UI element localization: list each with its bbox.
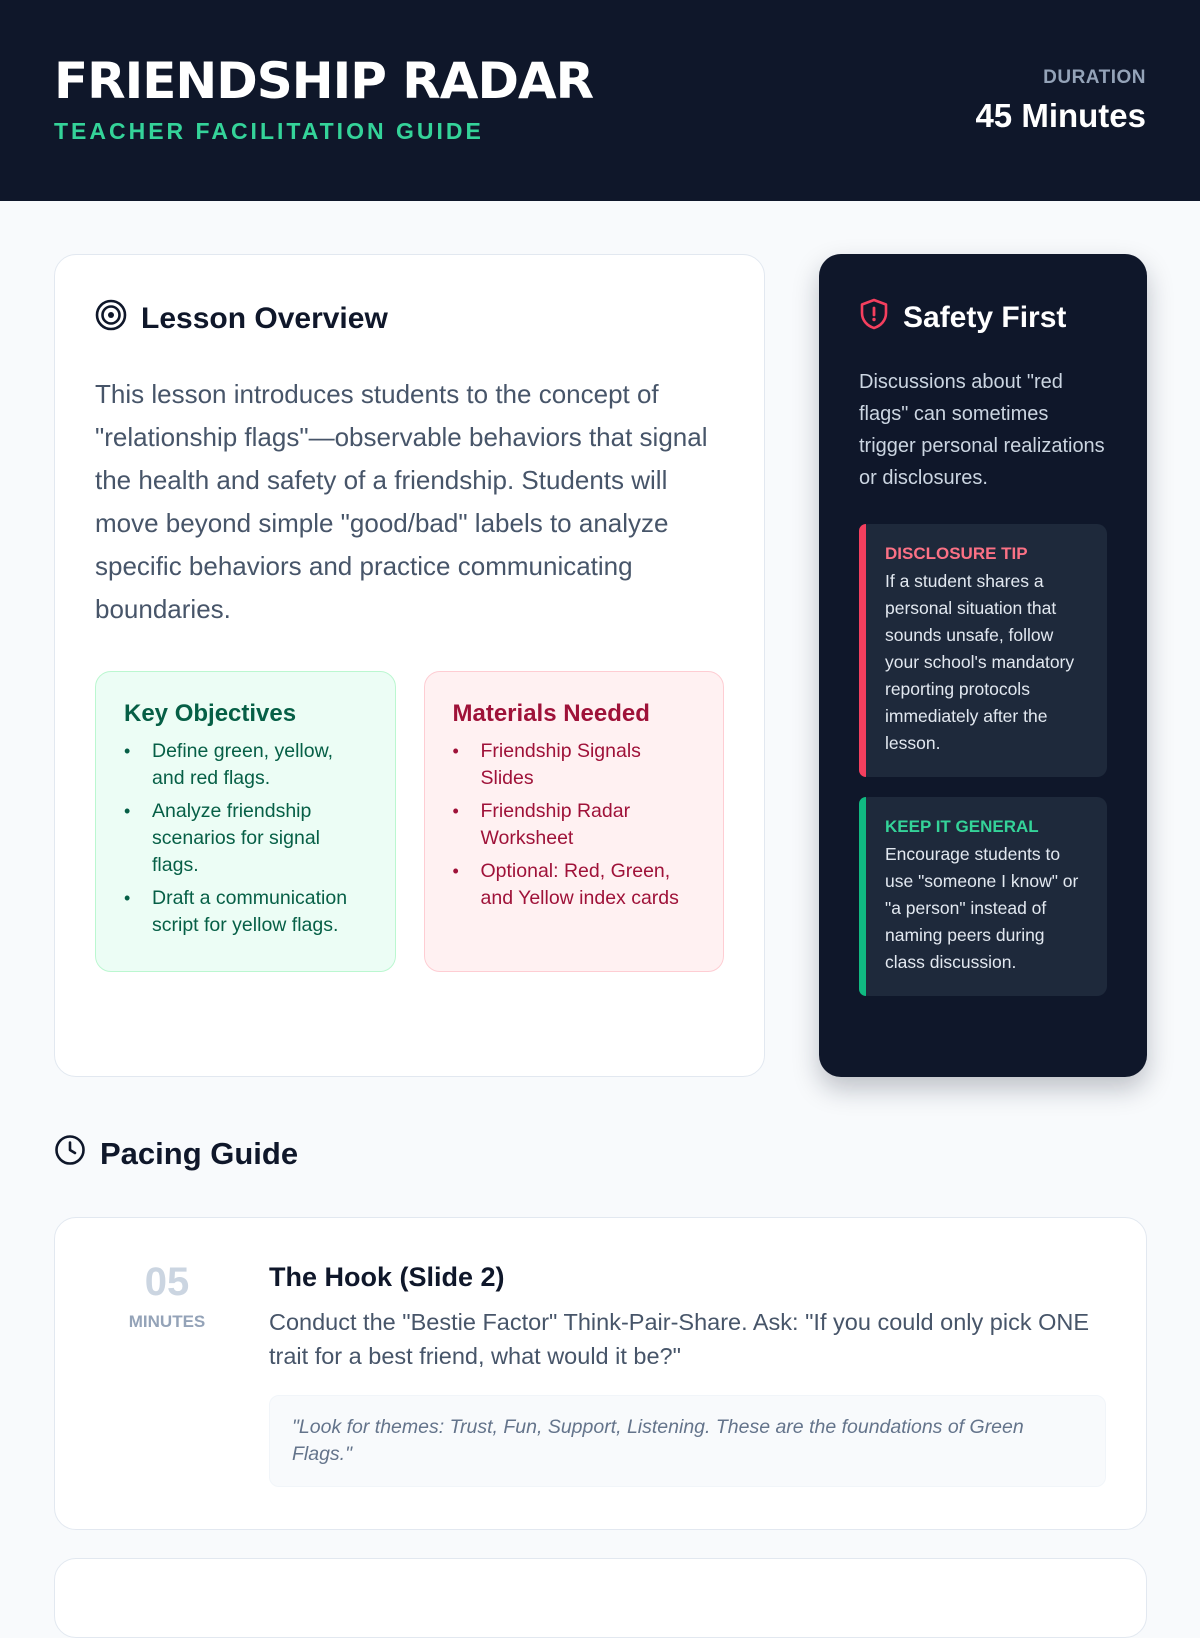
lesson-overview-heading bbox=[95, 299, 724, 339]
pacing-step-unit: MINUTES bbox=[128, 1312, 206, 1331]
target-icon bbox=[95, 299, 127, 339]
pacing-guide-title: Pacing Guide bbox=[100, 1136, 299, 1171]
safety-first-heading bbox=[859, 298, 1107, 338]
shield-alert-icon bbox=[859, 298, 889, 338]
lesson-overview-text: This lesson introduces students to the concept of "relationship flags"—observable behaviors that signal the health and safety of a friendship. Students will move beyond simple "good/bad" labels to analyze specific behaviors and practice communicating boundaries. bbox=[95, 379, 708, 624]
lesson-overview-title: Lesson Overview bbox=[141, 302, 388, 335]
safety-first-title: Safety First bbox=[903, 301, 1067, 334]
list-item: • Analyze friendship scenarios for signal flags. bbox=[124, 798, 369, 879]
key-objectives-box bbox=[95, 671, 396, 972]
pacing-step-body bbox=[269, 1262, 1106, 1487]
title-block bbox=[54, 52, 594, 145]
page-header bbox=[0, 0, 1200, 201]
pacing-guide-heading bbox=[54, 1134, 298, 1174]
clock-icon bbox=[54, 1134, 86, 1174]
materials-needed-title: Materials Needed bbox=[452, 700, 650, 727]
duration-block bbox=[975, 67, 1146, 135]
pacing-step-minutes: 05 bbox=[144, 1260, 190, 1304]
pacing-step-title: The Hook (Slide 2) bbox=[269, 1262, 505, 1292]
list-item: • Friendship Signals Slides bbox=[453, 738, 698, 792]
keep-it-general-text: Encourage students to use "someone I know" or "a person" instead of naming peers during class discussion. bbox=[885, 844, 1079, 972]
pacing-step-card bbox=[54, 1217, 1147, 1530]
list-item: • Optional: Red, Green, and Yellow index cards bbox=[453, 858, 698, 912]
list-item: • Draft a communication script for yellow flags. bbox=[124, 885, 369, 939]
pacing-step-card-partial bbox=[54, 1558, 1147, 1638]
disclosure-tip-title: DISCLOSURE TIP bbox=[885, 544, 1028, 563]
page-subtitle: TEACHER FACILITATION GUIDE bbox=[54, 118, 484, 144]
safety-first-card bbox=[819, 254, 1147, 1077]
list-item: • Define green, yellow, and red flags. bbox=[124, 738, 369, 792]
list-item: • Friendship Radar Worksheet bbox=[453, 798, 698, 852]
overview-boxes bbox=[95, 671, 724, 972]
keep-it-general-title: KEEP IT GENERAL bbox=[885, 817, 1039, 836]
disclosure-tip bbox=[859, 524, 1107, 777]
disclosure-tip-text: If a student shares a personal situation that sounds unsafe, follow your school's mandatory reporting protocols immediately after the lesson. bbox=[885, 571, 1075, 753]
key-objectives-title: Key Objectives bbox=[124, 700, 297, 727]
safety-first-text: Discussions about "red flags" can sometimes trigger personal realizations or disclosures. bbox=[859, 371, 1105, 489]
materials-needed-list bbox=[453, 738, 698, 912]
pacing-step-note: "Look for themes: Trust, Fun, Support, Listening. These are the foundations of Green Flags." bbox=[269, 1395, 1106, 1487]
page-title: FRIENDSHIP RADAR bbox=[54, 52, 594, 110]
pacing-step-text: Conduct the "Bestie Factor" Think-Pair-Share. Ask: "If you could only pick ONE trait for a best friend, what would it be?" bbox=[269, 1309, 1090, 1369]
duration-value: 45 Minutes bbox=[975, 96, 1146, 134]
keep-it-general-tip bbox=[859, 797, 1107, 996]
key-objectives-list bbox=[124, 738, 369, 939]
materials-needed-box bbox=[424, 671, 725, 972]
lesson-overview-card bbox=[54, 254, 765, 1077]
pacing-step-time bbox=[107, 1262, 227, 1332]
duration-label: DURATION bbox=[1043, 66, 1146, 88]
